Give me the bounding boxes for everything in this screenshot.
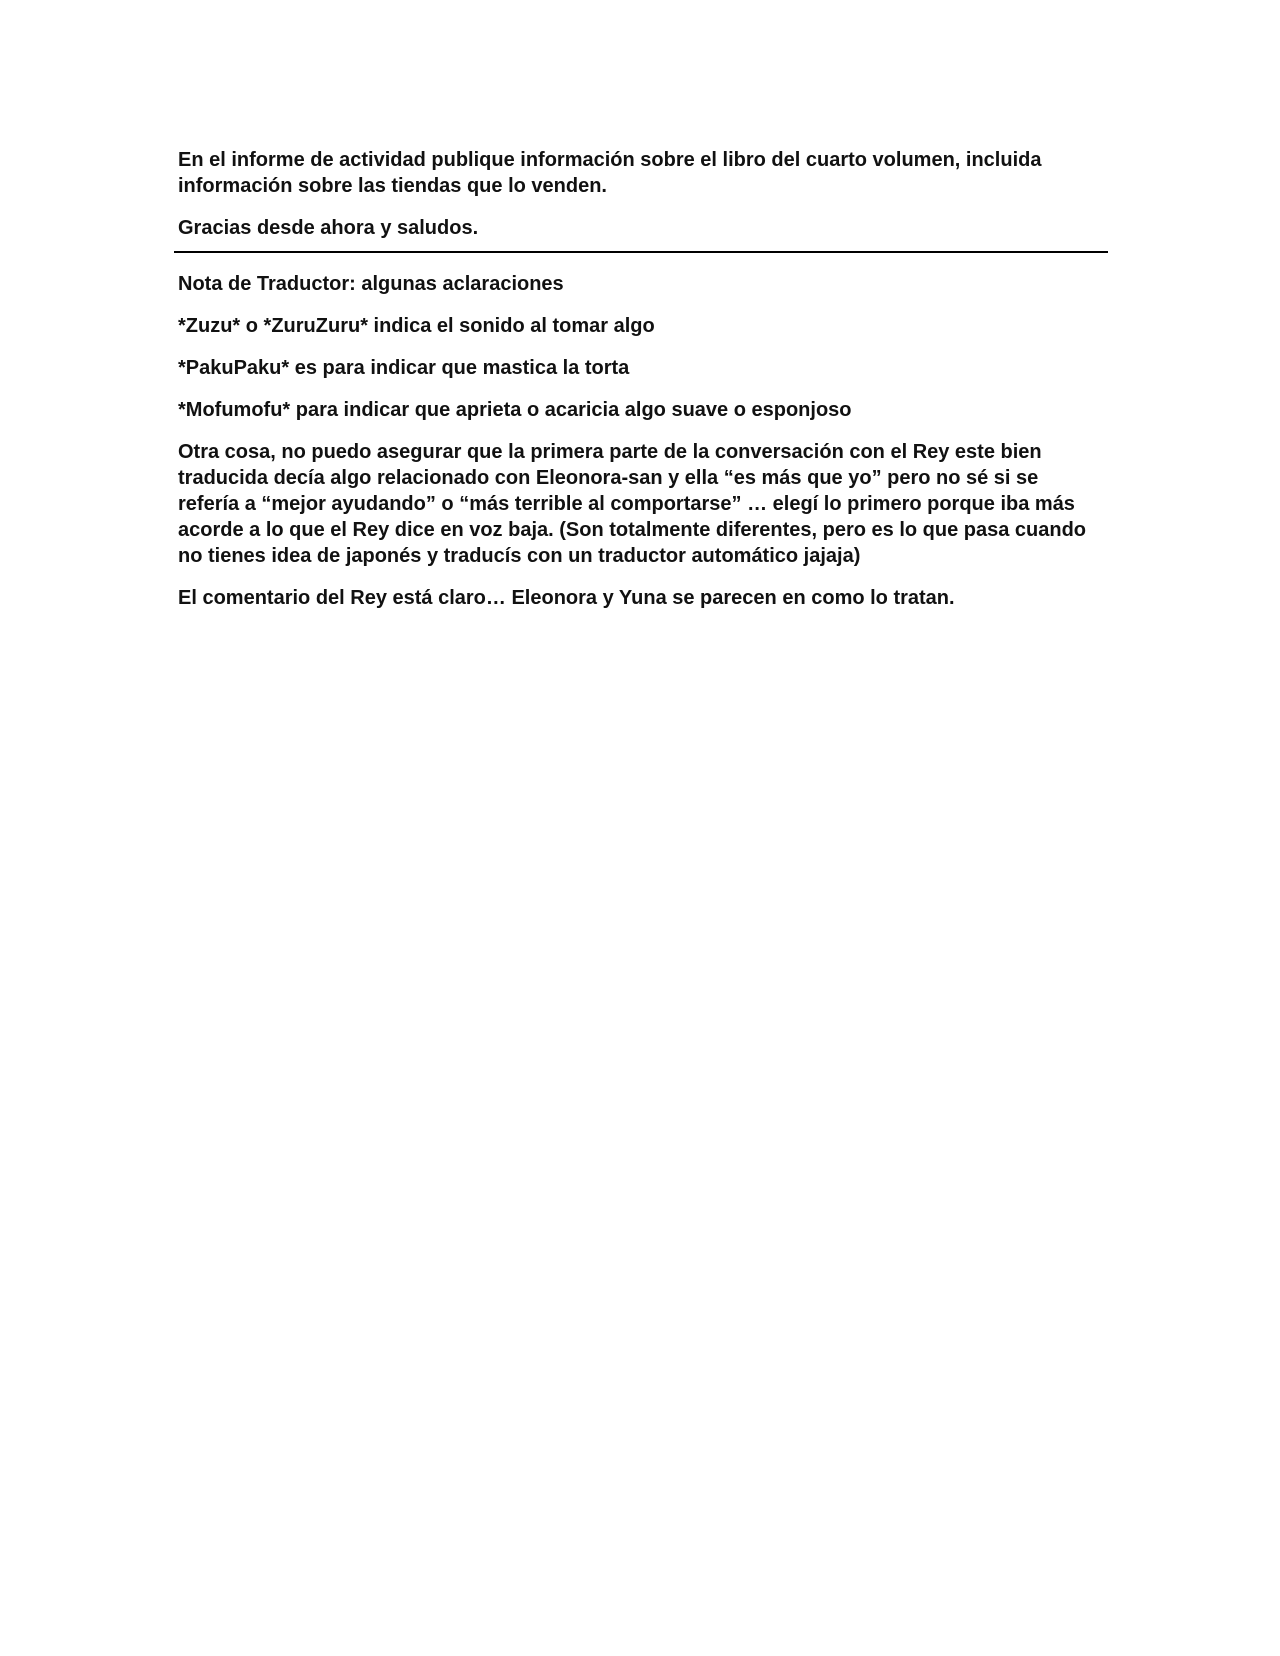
intro-paragraph: En el informe de actividad publique información sobre el libro del cuarto volumen, incluida información sobre las tiendas que lo venden. bbox=[178, 149, 1042, 197]
note-item-pakupaku: *PakuPaku* es para indicar que mastica la torta bbox=[178, 357, 630, 379]
document-content bbox=[178, 147, 1104, 627]
note-item-zuzu: *Zuzu* o *ZuruZuru* indica el sonido al tomar algo bbox=[178, 315, 655, 337]
other-paragraph: Otra cosa, no puedo asegurar que la primera parte de la conversación con el Rey este bien traducida decía algo relacionado con Eleonora-san y ella “es más que yo” pero no sé si se refería a “mejor ayudando” o “más terrible al comportarse” … elegí lo primero porque iba más acorde a lo que el Rey dice en voz baja. (Son totalmente diferentes, pero es lo que pasa cuando no tienes idea de japonés y traducís con un traductor automático jajaja) bbox=[178, 441, 1087, 567]
horizontal-divider bbox=[174, 251, 1108, 253]
note-item-mofumofu: *Mofumofu* para indicar que aprieta o acaricia algo suave o esponjoso bbox=[178, 399, 852, 421]
closing-paragraph: El comentario del Rey está claro… Eleonora y Yuna se parecen en como lo tratan. bbox=[178, 587, 955, 609]
thanks-line: Gracias desde ahora y saludos. bbox=[178, 217, 479, 239]
translator-note-title: Nota de Traductor: algunas aclaraciones bbox=[178, 273, 564, 295]
